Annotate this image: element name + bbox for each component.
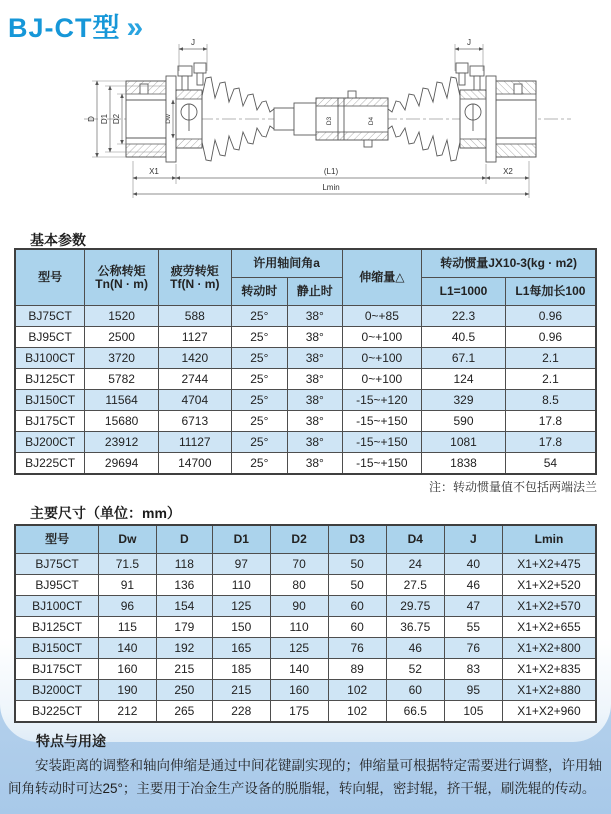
table-note: 注：转动惯量值不包括两端法兰 <box>428 480 597 494</box>
table-cell: BJ125CT <box>15 617 99 638</box>
table-cell: 38° <box>287 432 342 453</box>
header-line: Tf(N · m) <box>170 276 220 291</box>
table-cell: 265 <box>156 701 212 723</box>
table-cell: 91 <box>99 575 157 596</box>
table-cell: 38° <box>287 453 342 475</box>
table-row <box>15 411 596 432</box>
table-cell: 212 <box>99 701 157 723</box>
table-cell: X1+X2+880 <box>502 680 596 701</box>
table-cell: 0~+85 <box>342 306 422 327</box>
table-cell: 588 <box>159 306 232 327</box>
dim-label-x1: X1 <box>149 167 159 176</box>
table-cell: 38° <box>287 369 342 390</box>
table-cell: 46 <box>386 638 444 659</box>
table-cell: 160 <box>270 680 328 701</box>
basic-params-table <box>14 248 597 475</box>
table-row <box>15 327 596 348</box>
table-cell: 115 <box>99 617 157 638</box>
table-cell: BJ200CT <box>15 680 99 701</box>
column-header: D1 <box>213 525 271 554</box>
table-cell: -15~+150 <box>342 432 422 453</box>
column-header-fatigue-torque <box>159 249 232 306</box>
section-title-basic-params: 基本参数 <box>30 232 86 248</box>
column-header-l1-per-100: L1每加长100 <box>505 278 596 306</box>
table-cell: 55 <box>444 617 502 638</box>
table-cell: 96 <box>99 596 157 617</box>
table-cell: 2.1 <box>505 369 596 390</box>
table-cell: 590 <box>422 411 506 432</box>
column-header: Dw <box>99 525 157 554</box>
table-cell: 83 <box>444 659 502 680</box>
table-cell: BJ225CT <box>15 701 99 723</box>
features-section <box>8 731 603 800</box>
table-cell: BJ175CT <box>15 659 99 680</box>
table-cell: 8.5 <box>505 390 596 411</box>
column-header-l1-1000: L1=1000 <box>422 278 506 306</box>
table-cell: 140 <box>270 659 328 680</box>
table-cell: 1127 <box>159 327 232 348</box>
table-cell: 24 <box>386 554 444 575</box>
table-cell: BJ100CT <box>15 596 99 617</box>
column-header-inertia: 转动惯量JX10-3(kg · m2) <box>422 249 596 278</box>
dim-label-d: D <box>87 116 96 122</box>
table-cell: 50 <box>328 575 386 596</box>
dim-label-d2: D2 <box>112 113 121 125</box>
column-header: Lmin <box>502 525 596 554</box>
table-cell: 17.8 <box>505 411 596 432</box>
table-cell: 29.75 <box>386 596 444 617</box>
table-cell: 11127 <box>159 432 232 453</box>
table-cell: 6713 <box>159 411 232 432</box>
column-header-allowable-angle: 许用轴间角a <box>231 249 342 278</box>
table-cell: 36.75 <box>386 617 444 638</box>
table-cell: 22.3 <box>422 306 506 327</box>
dim-label-x2: X2 <box>503 167 513 176</box>
table-cell: 27.5 <box>386 575 444 596</box>
dim-label-j-right: J <box>467 38 471 47</box>
table-cell: 40.5 <box>422 327 506 348</box>
table-cell: 25° <box>231 327 287 348</box>
table-cell: 179 <box>156 617 212 638</box>
table-cell: -15~+150 <box>342 453 422 475</box>
table-cell: 38° <box>287 411 342 432</box>
table-cell: 175 <box>270 701 328 723</box>
dim-lmin <box>133 183 529 194</box>
table-cell: 54 <box>505 453 596 475</box>
table-cell: 38° <box>287 306 342 327</box>
table-cell: 329 <box>422 390 506 411</box>
table-cell: 4704 <box>159 390 232 411</box>
table-cell: 125 <box>270 638 328 659</box>
table-row <box>15 554 596 575</box>
table-cell: 11564 <box>85 390 159 411</box>
cardan-shaft-diagram <box>26 36 586 202</box>
table-cell: 0.96 <box>505 306 596 327</box>
table-cell: 228 <box>213 701 271 723</box>
table-cell: 192 <box>156 638 212 659</box>
dim-x2 <box>486 161 529 198</box>
table-cell: 14700 <box>159 453 232 475</box>
table-cell: 89 <box>328 659 386 680</box>
dim-l1 <box>176 164 486 184</box>
table-cell: 38° <box>287 327 342 348</box>
table-cell: 23912 <box>85 432 159 453</box>
column-header: D3 <box>328 525 386 554</box>
dim-label-d3: D3 <box>326 116 333 126</box>
table-cell: 2744 <box>159 369 232 390</box>
table-cell: 136 <box>156 575 212 596</box>
column-header-nominal-torque <box>85 249 159 306</box>
table-cell: X1+X2+960 <box>502 701 596 723</box>
dim-label-j-left: J <box>191 38 195 47</box>
table-cell: X1+X2+520 <box>502 575 596 596</box>
table-cell: 38° <box>287 348 342 369</box>
table-cell: BJ95CT <box>15 575 99 596</box>
table-cell: 5782 <box>85 369 159 390</box>
table-row <box>15 369 596 390</box>
table-cell: BJ75CT <box>15 554 99 575</box>
features-body: 安装距离的调整和轴向伸缩是通过中间花键副实现的；伸缩量可根据特定需要进行调整，许用轴间角转动时可达25°；主要用于冶金生产设备的脱脂辊，转向辊，密封辊，挤干辊，刷洗辊的传动。 <box>8 758 602 796</box>
table-row <box>15 596 596 617</box>
table-cell: X1+X2+475 <box>502 554 596 575</box>
table-cell: 1081 <box>422 432 506 453</box>
table-cell: 160 <box>99 659 157 680</box>
table-cell: 140 <box>99 638 157 659</box>
table-cell: 250 <box>156 680 212 701</box>
table-cell: 2.1 <box>505 348 596 369</box>
table-cell: 0~+100 <box>342 369 422 390</box>
table-cell: X1+X2+655 <box>502 617 596 638</box>
table-cell: 185 <box>213 659 271 680</box>
table-cell: 29694 <box>85 453 159 475</box>
table-cell: 46 <box>444 575 502 596</box>
table-cell: 40 <box>444 554 502 575</box>
table-cell: 2500 <box>85 327 159 348</box>
dim-label-lmin: Lmin <box>322 183 340 192</box>
table-cell: 90 <box>270 596 328 617</box>
table-cell: X1+X2+570 <box>502 596 596 617</box>
table-cell: 105 <box>444 701 502 723</box>
table-cell: 0~+100 <box>342 348 422 369</box>
section-title-dimensions: 主要尺寸（单位：mm） <box>30 505 181 521</box>
table-cell: BJ95CT <box>15 327 85 348</box>
table-cell: 25° <box>231 369 287 390</box>
table-cell: BJ200CT <box>15 432 85 453</box>
table-cell: 25° <box>231 411 287 432</box>
column-header: D <box>156 525 212 554</box>
table-cell: BJ150CT <box>15 638 99 659</box>
table-cell: 60 <box>328 617 386 638</box>
page-title-text: BJ-CT型 <box>8 13 121 43</box>
table-cell: 25° <box>231 453 287 475</box>
table-cell: 0.96 <box>505 327 596 348</box>
table-cell: BJ150CT <box>15 390 85 411</box>
table-cell: 52 <box>386 659 444 680</box>
table-cell: 70 <box>270 554 328 575</box>
table-cell: 38° <box>287 390 342 411</box>
table-row <box>15 390 596 411</box>
table-row <box>15 617 596 638</box>
table-cell: 67.1 <box>422 348 506 369</box>
table-cell: 1520 <box>85 306 159 327</box>
table-cell: 150 <box>213 617 271 638</box>
table-cell: 97 <box>213 554 271 575</box>
table-cell: 0~+100 <box>342 327 422 348</box>
table-row <box>15 701 596 723</box>
table-cell: BJ125CT <box>15 369 85 390</box>
column-header: J <box>444 525 502 554</box>
table-row <box>15 575 596 596</box>
table-cell: 95 <box>444 680 502 701</box>
features-title: 特点与用途 <box>36 733 106 749</box>
table-cell: 215 <box>156 659 212 680</box>
table-cell: BJ175CT <box>15 411 85 432</box>
column-header-static: 静止时 <box>287 278 342 306</box>
table-cell: 17.8 <box>505 432 596 453</box>
table-cell: 124 <box>422 369 506 390</box>
table-row <box>15 348 596 369</box>
table-cell: X1+X2+835 <box>502 659 596 680</box>
table-cell: 110 <box>270 617 328 638</box>
table-row <box>15 432 596 453</box>
table-cell: 71.5 <box>99 554 157 575</box>
table-cell: 165 <box>213 638 271 659</box>
table-cell: 76 <box>328 638 386 659</box>
dim-label-l1: (L1) <box>323 167 339 176</box>
column-header: 型号 <box>15 525 99 554</box>
table-cell: 125 <box>213 596 271 617</box>
dimensions-table <box>14 524 597 723</box>
column-header-model: 型号 <box>15 249 85 306</box>
table-cell: 66.5 <box>386 701 444 723</box>
table-row <box>15 306 596 327</box>
table-cell: BJ100CT <box>15 348 85 369</box>
column-header: D2 <box>270 525 328 554</box>
table-cell: -15~+150 <box>342 411 422 432</box>
table-cell: 25° <box>231 306 287 327</box>
table-cell: 1420 <box>159 348 232 369</box>
table-cell: 25° <box>231 390 287 411</box>
dim-x1 <box>133 161 176 198</box>
table-cell: 215 <box>213 680 271 701</box>
table-cell: 15680 <box>85 411 159 432</box>
table-cell: 50 <box>328 554 386 575</box>
table-row <box>15 638 596 659</box>
table-cell: 154 <box>156 596 212 617</box>
table-row <box>15 453 596 475</box>
table-cell: 60 <box>328 596 386 617</box>
table-cell: 60 <box>386 680 444 701</box>
table-cell: 3720 <box>85 348 159 369</box>
table-cell: 110 <box>213 575 271 596</box>
table-cell: 190 <box>99 680 157 701</box>
dim-label-dw: Dw <box>165 114 172 124</box>
column-header-rotating: 转动时 <box>231 278 287 306</box>
table-cell: 47 <box>444 596 502 617</box>
table-cell: 102 <box>328 701 386 723</box>
dimensions-header-row <box>15 525 596 554</box>
dim-label-d1: D1 <box>100 113 109 125</box>
table-cell: BJ75CT <box>15 306 85 327</box>
header-line: Tn(N · m) <box>95 276 148 291</box>
table-row <box>15 659 596 680</box>
header-line: 疲劳转矩 <box>170 263 219 278</box>
table-cell: 25° <box>231 348 287 369</box>
table-cell: 25° <box>231 432 287 453</box>
chevron-icon: » <box>126 11 142 44</box>
table-row <box>15 680 596 701</box>
table-cell: BJ225CT <box>15 453 85 475</box>
table-cell: 76 <box>444 638 502 659</box>
header-line: 公称转矩 <box>97 263 146 278</box>
column-header-expansion: 伸缩量△ <box>342 249 422 306</box>
table-cell: 1838 <box>422 453 506 475</box>
table-cell: -15~+120 <box>342 390 422 411</box>
column-header: D4 <box>386 525 444 554</box>
table-cell: 102 <box>328 680 386 701</box>
table-cell: 80 <box>270 575 328 596</box>
table-cell: X1+X2+800 <box>502 638 596 659</box>
dim-label-d4: D4 <box>368 116 375 126</box>
table-cell: 118 <box>156 554 212 575</box>
